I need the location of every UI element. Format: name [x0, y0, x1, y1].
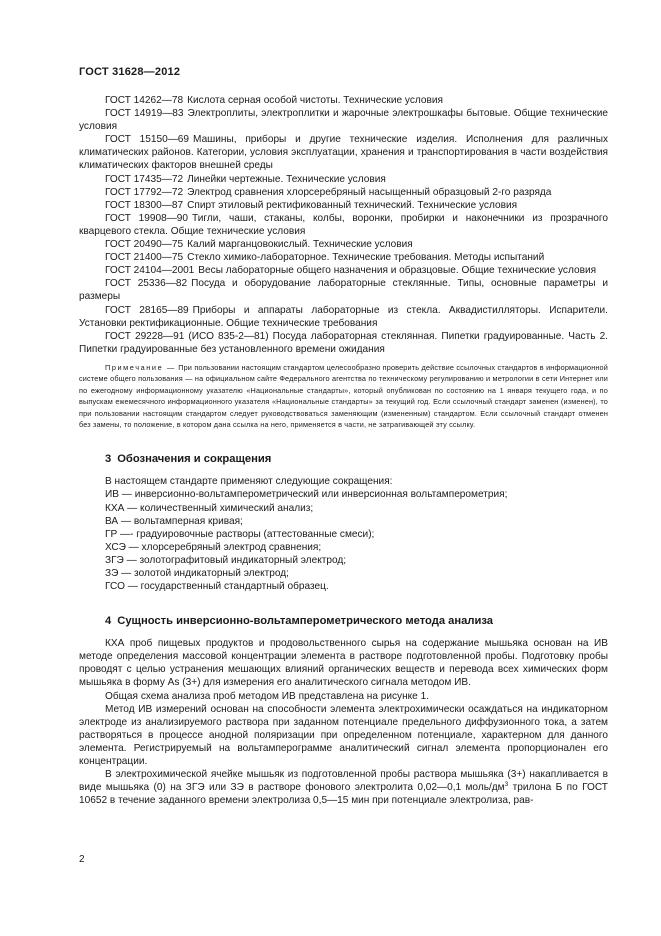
reference-title: Спирт этиловый ректификованный технический. Технические условия	[187, 199, 518, 211]
note-paragraph	[79, 362, 608, 430]
section-3-title: Обозначения и сокращения	[117, 453, 272, 466]
reference-title: Тигли, чаши, стаканы, колбы, воронки, пробирки и наконечники из прозрачного кварцевого стекла. Общие технические условия	[79, 212, 608, 237]
page-number: 2	[79, 854, 85, 865]
section-4-number: 4	[105, 615, 112, 628]
reference-code: ГОСТ 15150—69	[105, 134, 190, 146]
abbreviation-item: ЗГЭ — золотографитовый индикаторный электрод;	[105, 554, 347, 566]
abbreviation-item: ХСЭ — хлорсеребряный электрод сравнения;	[105, 541, 322, 553]
abbreviation-item: ВА — вольтамперная кривая;	[105, 515, 243, 527]
page-content	[79, 94, 608, 807]
reference-code: ГОСТ 25336—82	[105, 278, 188, 290]
abbreviation-item: ГР —- градуировочные растворы (аттестованные смеси);	[105, 528, 375, 540]
reference-code: ГОСТ 14919—83	[105, 108, 184, 120]
reference-title: Электроплиты, электроплитки и жарочные электрошкафы бытовые. Общие технические условия	[79, 108, 608, 133]
reference-code: ГОСТ 21400—75	[105, 252, 184, 264]
section-4-last-paragraph	[79, 768, 608, 807]
section-4-heading	[79, 614, 608, 628]
abbreviations-list	[79, 488, 608, 593]
abbreviation-item: КХА — количественный химический анализ;	[105, 502, 314, 514]
reference-code: ГОСТ 20490—75	[105, 239, 184, 251]
reference-item	[79, 330, 608, 356]
reference-title: Кислота серная особой чистоты. Технические условия	[187, 95, 443, 106]
reference-item	[79, 212, 608, 238]
normative-references-list	[79, 94, 608, 356]
section-3-heading	[79, 452, 608, 466]
section-3-intro: В настоящем стандарте применяют следующие сокращения:	[105, 476, 393, 488]
reference-item	[79, 173, 608, 186]
reference-item	[79, 133, 608, 172]
reference-item	[79, 186, 608, 199]
reference-title: Электрод сравнения хлорсеребряный насыщенный образцовый 2-го разряда	[187, 186, 552, 198]
reference-code: ГОСТ 17792—72	[105, 186, 184, 198]
section-4-title: Сущность инверсионно-вольтамперометрического метода анализа	[117, 615, 493, 628]
section-4-paragraph: Общая схема анализа проб методом ИВ представлена на рисунке 1.	[105, 690, 430, 702]
reference-item	[79, 107, 608, 133]
reference-code: ГОСТ 18300—87	[105, 199, 184, 211]
reference-title: Посуда лабораторная стеклянная. Пипетки градуированные. Часть 2. Пипетки градуированные без установленного времени ожидания	[79, 330, 608, 355]
reference-code: ГОСТ 24104—2001	[105, 265, 195, 277]
reference-code: ГОСТ 14262—78	[105, 95, 184, 106]
reference-title: Калий марганцовокислый. Технические условия	[187, 239, 413, 251]
unit-superscript: 3	[504, 781, 509, 789]
section-3-number: 3	[105, 453, 112, 466]
abbreviation-item: ИВ — инверсионно-вольтамперометрический или инверсионная вольтамперометрия;	[105, 489, 508, 501]
reference-code: ГОСТ 17435—72	[105, 173, 184, 185]
section-4-paragraph: КХА проб пищевых продуктов и продовольственного сырья на содержание мышьяка основан на ИВ методе определения массовой концентрации элемента в растворе подготовленной пробы. Подготовку пробы проводят с целью устранения мешающих влияний органических веществ и перевода всех химических форм мышьяка в форму As (3+) для измерения его аналитического сигнала методом ИВ.	[79, 638, 608, 689]
section-4-paragraph: Метод ИВ измерений основан на способности элемента электрохимически осаждаться на индикаторном электроде из анализируемого раствора при заданном потенциале предельного диффузионного тока, а затем растворяться в процессе анодной поляризации при определенном потенциале, характерном для данного элемента. Регистрируемый на вольтамперограмме аналитический сигнал элемента пропорционален его концентрации.	[79, 703, 608, 767]
reference-title: Стекло химико-лабораторное. Технические требования. Методы испытаний	[187, 252, 545, 264]
note-text: При пользовании настоящим стандартом целесообразно проверить действие ссылочных стандартов в информационной системе общего пользования — на официальном сайте Федерального агентства по техническому регулированию и метрологии в сети Интернет или по ежегодному информационному указателю «Национальные стандарты», который опубликован по состоянию на 1 января текущего года, и по выпускам ежемесячного информационного указателя «Национальные стандарты» за текущий год. Если ссылочный стандарт заменен (изменен), то при пользовании настоящим стандартом следует руководствоваться заменяющим (измененным) стандартом. Если ссылочный стандарт отменен без замены, то положение, в котором дана ссылка на него, применяется в части, не затрагивающей эту ссылку.	[79, 362, 608, 429]
reference-item	[79, 199, 608, 212]
reference-item	[79, 238, 608, 251]
reference-code: ГОСТ 28165—89	[105, 304, 189, 316]
reference-title: Весы лабораторные общего назначения и образцовые. Общие технические условия	[198, 265, 597, 277]
abbreviation-item: ЗЭ — золотой индикаторный электрод;	[105, 567, 289, 579]
section-4-paragraphs	[79, 637, 608, 768]
last-paragraph-part-a: В электрохимической ячейке мышьяк из подготовленной пробы раствора мышьяка (3+) накапливается в виде мышьяка (0) на ЗГЭ или ЗЭ в растворе фонового электролита 0,02—0,1 моль/дм	[79, 769, 608, 794]
reference-item	[79, 264, 608, 277]
last-paragraph-part-b: трилона Б по ГОСТ 10652 в течение заданного времени электролиза 0,5—15 мин при потенциале электролиза, рав-	[79, 782, 608, 807]
reference-item	[79, 304, 608, 330]
reference-title: Линейки чертежные. Технические условия	[187, 173, 386, 185]
abbreviation-item: ГСО — государственный стандартный образец.	[105, 581, 329, 593]
reference-title: Машины, приборы и другие технические изделия. Исполнения для различных климатических районов. Категории, условия эксплуатации, хранения и транспортирования в части воздействия климатических факторов внешней среды	[79, 134, 608, 172]
reference-title: Приборы и аппараты лабораторные из стекла. Аквадистилляторы. Испарители. Установки ректификационные. Общие технические требования	[79, 304, 608, 329]
reference-item	[79, 251, 608, 264]
reference-item	[79, 94, 608, 107]
reference-title: Посуда и оборудование лабораторные стеклянные. Типы, основные параметры и размеры	[79, 278, 608, 303]
note-label: Примечание —	[105, 362, 176, 372]
running-header: ГОСТ 31628—2012	[79, 66, 181, 78]
reference-code: ГОСТ 19908—90	[105, 212, 189, 224]
reference-item	[79, 277, 608, 303]
reference-code: ГОСТ 29228—91 (ИСО 835-2—81)	[105, 330, 269, 342]
